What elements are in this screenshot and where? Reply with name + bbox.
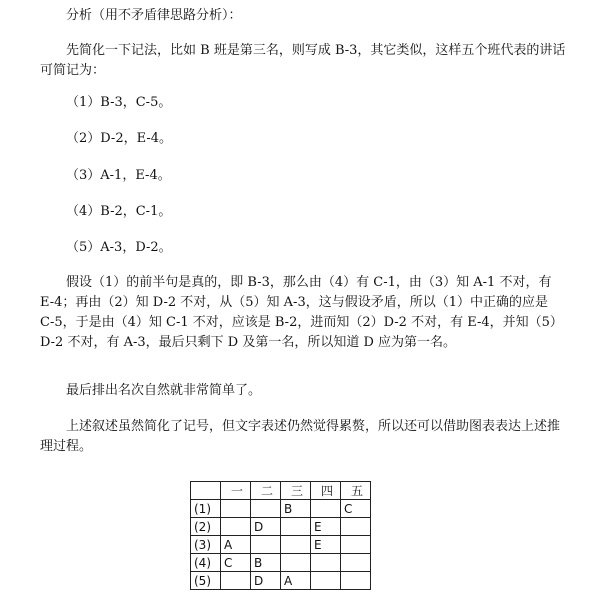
table-cell: A [281,572,311,590]
conclusion: 最后排出名次自然就非常简单了。 [66,383,262,398]
table-header-cell: 一 [221,482,251,500]
reasoning-paragraph: 假设（1）的前半句是真的，即 B-3，那么由（4）有 C-1，由（3）知 A-1 不对，有 E-4；再由（2）知 D-2 不对，从（5）知 A-3，这与假设矛盾，所以（1）中正确的应是 C-5，于是由（4）知 C-1 不对，应该是 B-2，进而知（2）D-2 不对，有 E-4，并知（5）D-2 不对，有 A-3，最后只剩下 D 及第一名，所以知道 D 应为第一名。 [40,275,563,350]
table-cell: D [251,518,281,536]
intro-paragraph: 先简化一下记法，比如 B 班是第三名，则写成 B-3，其它类似，这样五个班代表的讲话可简记为： [40,43,566,78]
table-cell [311,554,341,572]
table-header-cell: 四 [311,482,341,500]
table-header-cell: 二 [251,482,281,500]
statement-5: （5）A-3，D-2。 [66,240,172,255]
table-cell: (3) [191,536,221,554]
table-cell [341,518,371,536]
table-cell: B [251,554,281,572]
table-cell [281,518,311,536]
table-cell: A [221,536,251,554]
note-paragraph: 上述叙述虽然简化了记号，但文字表述仍然觉得累赘，所以还可以借助图表表达上述推理过程。 [40,419,561,454]
table-row [191,518,371,536]
statement-1: （1）B-3，C-5。 [66,95,172,110]
table-header-cell [191,482,221,500]
table-cell: (1) [191,500,221,518]
statement-4: （4）B-2，C-1。 [66,204,172,219]
table-header-cell: 五 [341,482,371,500]
table-cell: D [251,572,281,590]
table-row [191,500,371,518]
table-cell: E [311,518,341,536]
table-cell: B [281,500,311,518]
table-cell: (5) [191,572,221,590]
heading: 分析（用不矛盾律思路分析）： [66,8,242,23]
table-cell: (4) [191,554,221,572]
table-cell [341,536,371,554]
table-row [191,572,371,590]
table-cell [311,572,341,590]
statement-3: （3）A-1，E-4。 [66,168,171,183]
table-cell: E [311,536,341,554]
table-row [191,536,371,554]
table-cell [281,536,311,554]
table-cell [341,572,371,590]
table-cell: (2) [191,518,221,536]
table-cell [251,536,281,554]
table-cell [341,554,371,572]
table-cell: C [341,500,371,518]
table-cell [251,500,281,518]
table-row [191,554,371,572]
table-cell [221,500,251,518]
table-header-cell: 三 [281,482,311,500]
table-cell [221,518,251,536]
table-header-row [191,482,371,500]
table-cell [281,554,311,572]
table-cell: C [221,554,251,572]
table-cell [221,572,251,590]
table-cell [311,500,341,518]
statement-2: （2）D-2，E-4。 [66,131,172,146]
ranking-table [190,481,371,590]
